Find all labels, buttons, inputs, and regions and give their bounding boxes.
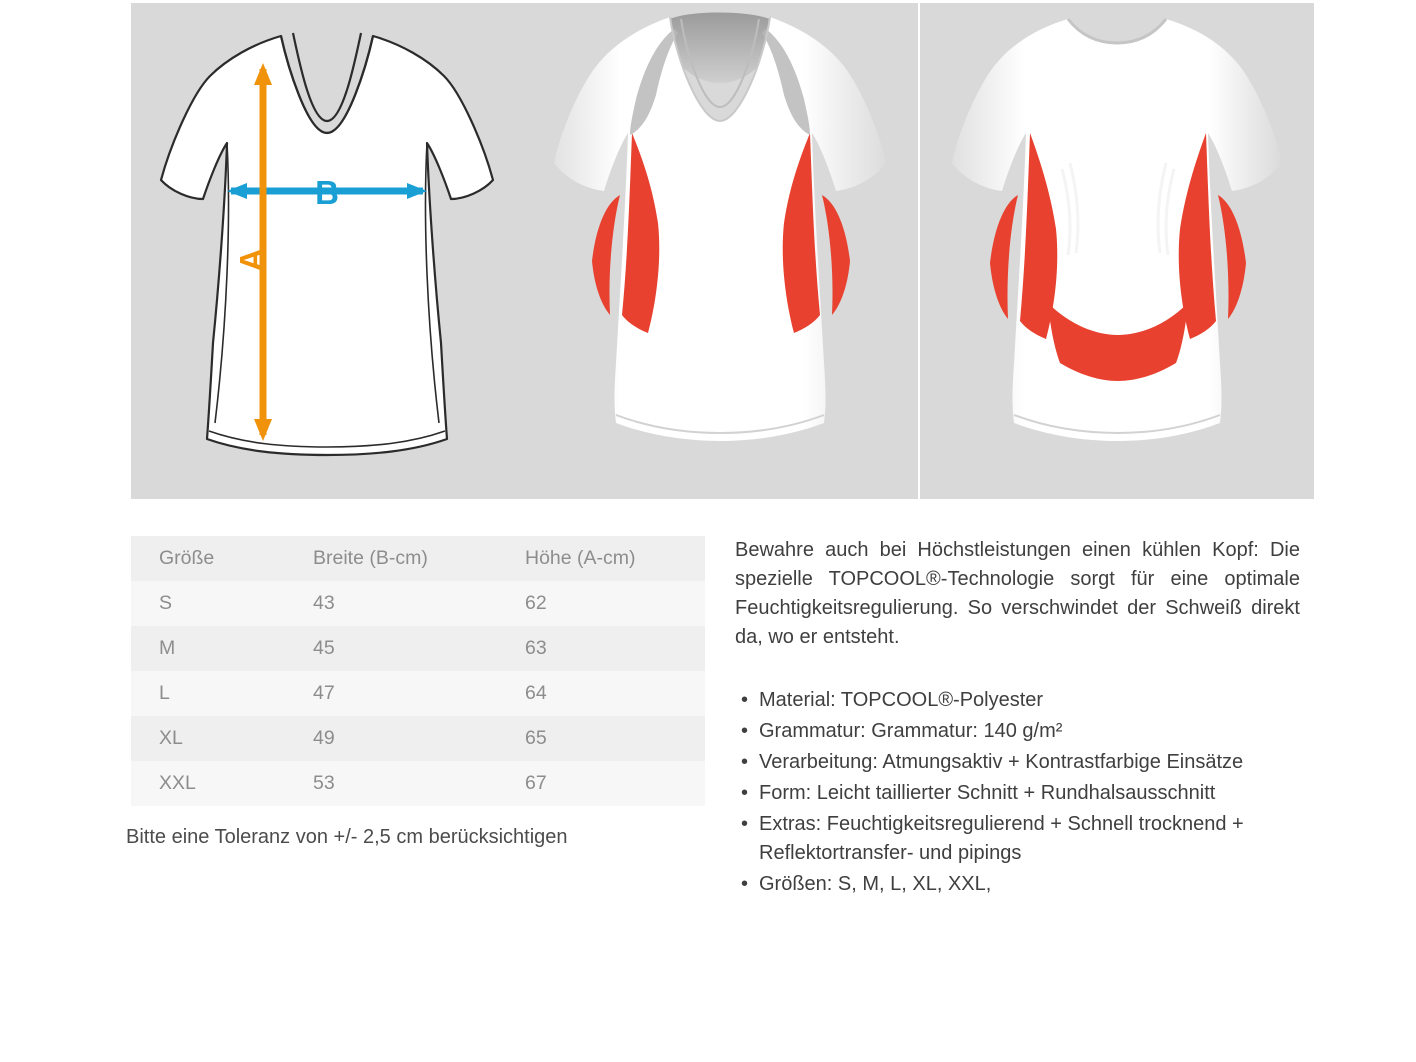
cell-height: 63 — [525, 637, 547, 659]
cell-size: S — [159, 592, 173, 614]
table-row — [131, 716, 705, 761]
spec-list — [735, 686, 1300, 899]
shirt-front-svg — [524, 3, 918, 499]
measure-label-a: A — [233, 248, 270, 272]
table-row — [131, 581, 705, 626]
table-row — [131, 671, 705, 716]
cell-width: 45 — [313, 637, 335, 659]
size-table — [131, 536, 705, 806]
column-header-width: Breite (B-cm) — [313, 547, 428, 569]
column-header-height: Höhe (A-cm) — [525, 547, 636, 569]
shirt-back-svg — [920, 3, 1314, 499]
table-row — [131, 761, 705, 806]
cell-height: 64 — [525, 682, 547, 704]
list-item: • Größen: S, M, L, XL, XXL, — [735, 870, 1300, 899]
cell-height: 62 — [525, 592, 547, 614]
list-item: • Grammatur: Grammatur: 140 g/m² — [735, 717, 1300, 746]
cell-width: 53 — [313, 772, 335, 794]
cell-width: 47 — [313, 682, 335, 704]
list-item: • Verarbeitung: Atmungsaktiv + Kontrastfarbige Einsätze — [735, 748, 1300, 777]
table-row — [131, 626, 705, 671]
technical-drawing-with-measurements — [131, 3, 525, 499]
cell-width: 49 — [313, 727, 335, 749]
size-table-body — [131, 581, 705, 806]
column-header-size: Größe — [159, 547, 215, 569]
size-table-head — [131, 536, 705, 581]
cell-size: L — [159, 682, 170, 704]
list-item: • Material: TOPCOOL®-Polyester — [735, 686, 1300, 715]
cell-height: 65 — [525, 727, 547, 749]
measure-label-b: B — [315, 174, 339, 211]
product-image-row — [0, 0, 1416, 502]
cell-size: XXL — [159, 772, 196, 794]
product-description — [735, 536, 1300, 901]
table-header-row — [131, 536, 705, 581]
cell-width: 43 — [313, 592, 335, 614]
list-item: • Form: Leicht taillierter Schnitt + Rundhalsausschnitt — [735, 779, 1300, 808]
shirt-back-view — [920, 3, 1314, 499]
shirt-front-view — [524, 3, 918, 499]
cell-height: 67 — [525, 772, 547, 794]
cell-size: M — [159, 637, 176, 659]
list-item: • Extras: Feuchtigkeitsregulierend + Schnell trocknend + Reflektortransfer- und pipings — [735, 810, 1300, 868]
tolerance-note: Bitte eine Toleranz von +/- 2,5 cm berücksichtigen — [126, 826, 568, 848]
technical-drawing-svg — [131, 3, 525, 499]
description-intro: Bewahre auch bei Höchstleistungen einen kühlen Kopf: Die spezielle TOPCOOL®-Technologie sorgt für eine optimale Feuchtigkeitsregulierung. So verschwindet der Schweiß direkt da, wo er entsteht. — [735, 539, 1300, 648]
cell-size: XL — [159, 727, 183, 749]
